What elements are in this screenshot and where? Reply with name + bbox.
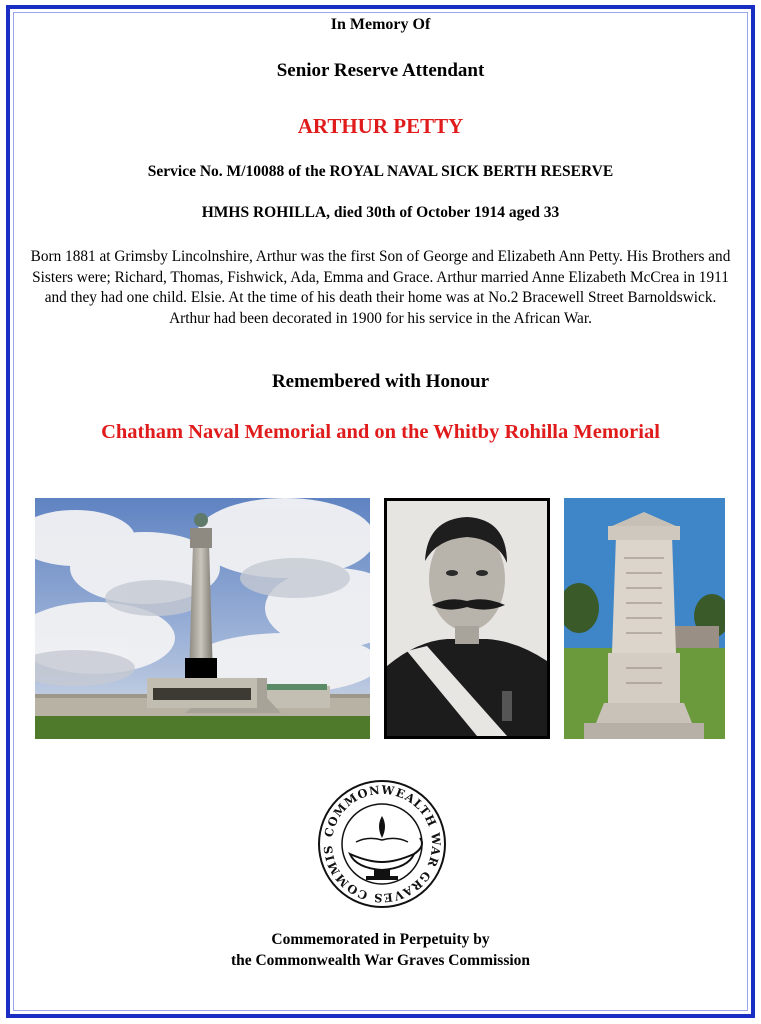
- arthur-petty-portrait: [384, 498, 550, 739]
- chatham-memorial-photo: [35, 498, 370, 739]
- cwgc-seal-logo: [316, 778, 448, 910]
- rohilla-memorial-photo: [564, 498, 725, 739]
- biography-paragraph: Born 1881 at Grimsby Lincolnshire, Arthur was the first Son of George and Elizabeth Ann Petty. His Brothers and Sisters were; Richard, Thomas, Fishwick, Ada, Emma and Grace. Arthur married Anne Elizabeth McCrea in 1911 and they had one child. Elsie. At the time of his death their home was at No.2 Bracewell Street Barnoldswick. Arthur had been decorated in 1900 for his service in the African War.: [30, 248, 731, 327]
- rank-heading: Senior Reserve Attendant: [276, 60, 485, 81]
- svg-text:COMMONWEALTH WAR GRAVES COMMIS: COMMONWEALTH WAR GRAVES COMMIS: [320, 782, 444, 906]
- commission-line: the Commonwealth War Graves Commission: [230, 952, 531, 969]
- service-line: Service No. M/10088 of the ROYAL NAVAL SICK BERTH RESERVE: [147, 163, 614, 180]
- remembered-heading: Remembered with Honour: [271, 371, 490, 392]
- name-heading: ARTHUR PETTY: [297, 114, 464, 138]
- memorial-heading: Chatham Naval Memorial and on the Whitby Rohilla Memorial: [101, 421, 660, 443]
- commemorated-line: Commemorated in Perpetuity by: [271, 931, 490, 948]
- ship-line: HMHS ROHILLA, died 30th of October 1914 aged 33: [201, 204, 560, 221]
- in-memory-heading: In Memory Of: [330, 16, 431, 33]
